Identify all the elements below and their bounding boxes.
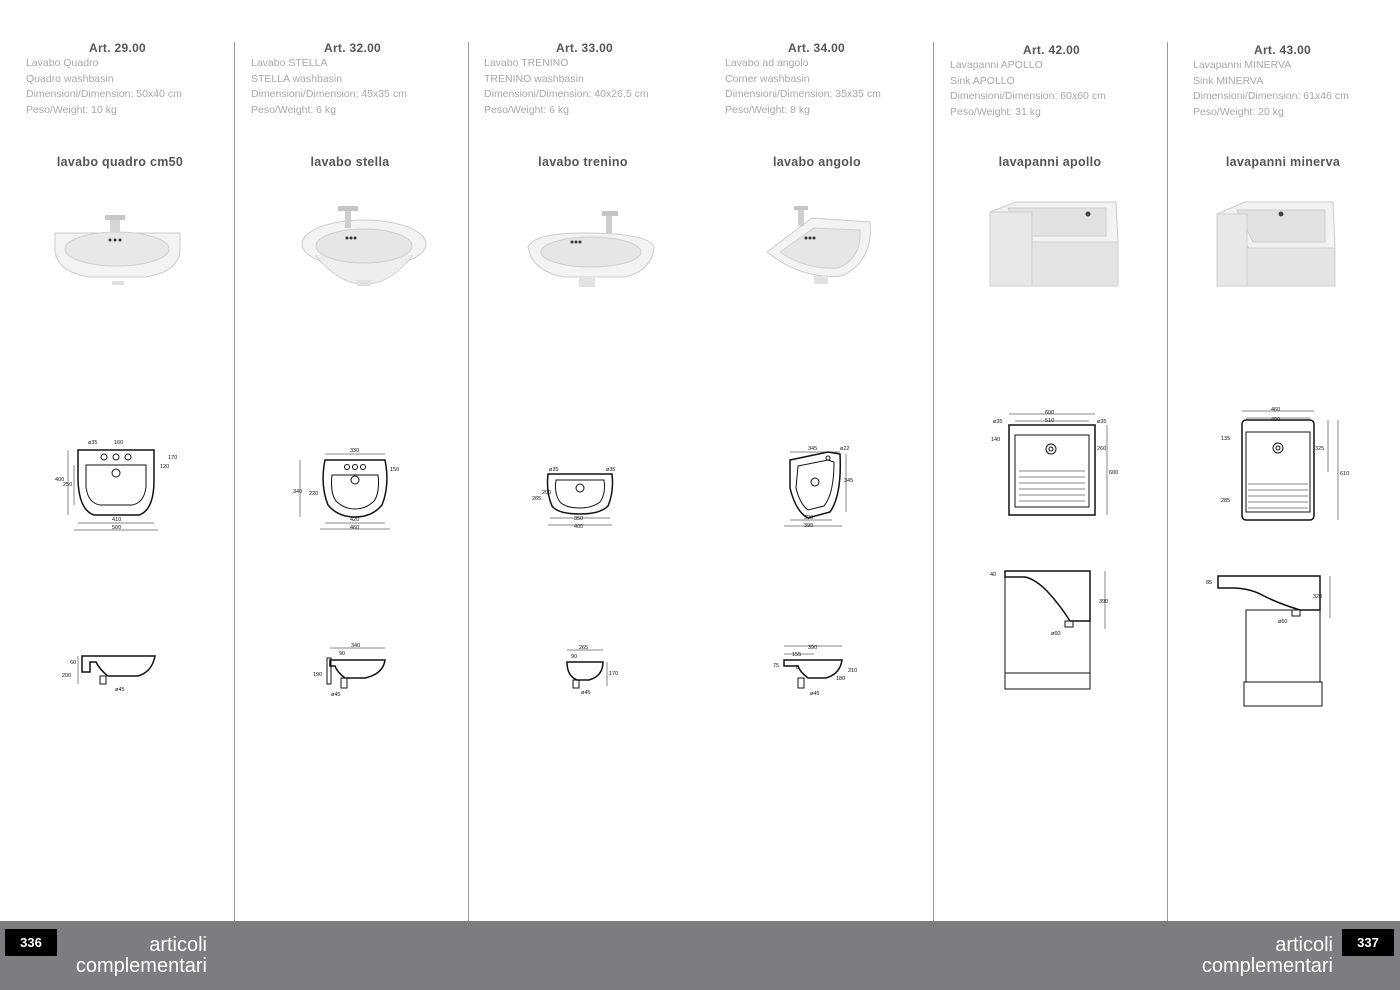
dim-label: 180 — [836, 676, 846, 682]
dim-label: ø35 — [993, 419, 1003, 425]
dim-label: ø22 — [840, 446, 850, 452]
product-name-it: Lavabo Quadro — [26, 57, 99, 69]
dim-label: 345 — [844, 478, 854, 484]
dim-label: 85 — [1206, 580, 1213, 586]
dim-label: 330 — [350, 448, 360, 454]
product-weight: Peso/Weight: 8 kg — [725, 103, 811, 116]
side-drawing — [985, 565, 1115, 695]
dim-label: 265 — [532, 496, 542, 502]
dim-label: 170 — [609, 671, 619, 677]
dim-label: 460 — [350, 525, 360, 531]
dim-label: ø35 — [606, 467, 616, 473]
product-name-it: Lavabo TRENINO — [484, 57, 569, 69]
dim-label: 220 — [309, 491, 319, 497]
dim-label: 460 — [1271, 407, 1281, 413]
product-name-en: TRENINO washbasin — [484, 72, 584, 85]
dim-label: 400 — [55, 477, 65, 483]
product-name-en: STELLA washbasin — [251, 72, 343, 85]
dim-label: 390 — [804, 523, 814, 529]
washbasin-photo — [762, 200, 877, 290]
product-name-it: Lavapanni APOLLO — [950, 59, 1043, 71]
dim-label: 600 — [1109, 470, 1119, 476]
dim-label: 320 — [1313, 594, 1323, 600]
article-number: Art. 43.00 — [1254, 43, 1312, 57]
product-info — [725, 56, 881, 118]
page-number-right: 337 — [1342, 929, 1394, 956]
plan-drawing — [54, 435, 184, 535]
dim-label: 75 — [773, 663, 780, 669]
article-number: Art. 33.00 — [556, 41, 614, 55]
product-dimensions: Dimensioni/Dimension: 50x40 cm — [26, 88, 182, 100]
product-dimensions: Dimensioni/Dimension: 45x35 cm — [251, 88, 407, 100]
dim-label: 160 — [114, 440, 124, 446]
dim-label: 155 — [792, 652, 802, 658]
side-drawing — [305, 640, 400, 700]
product-dimensions: Dimensioni/Dimension: 40x26,5 cm — [484, 88, 649, 100]
product-name-it: Lavabo ad angolo — [725, 57, 809, 69]
dim-label: 350 — [574, 516, 584, 522]
side-drawing — [60, 650, 160, 695]
product-info — [484, 56, 649, 118]
column-divider — [933, 42, 934, 921]
washbasin-photo — [300, 200, 430, 290]
plan-drawing — [530, 462, 625, 532]
dim-label: 210 — [848, 668, 858, 674]
dim-label: ø45 — [115, 687, 125, 693]
section-title-line1: articoli — [149, 934, 207, 956]
section-title-line2: complementari — [1201, 955, 1333, 977]
model-name: lavapanni apollo — [998, 155, 1102, 169]
product-name-it: Lavapanni MINERVA — [1193, 59, 1292, 71]
model-name: lavabo angolo — [773, 155, 861, 169]
dim-label: 340 — [351, 643, 361, 649]
side-drawing — [1200, 568, 1340, 708]
dim-label: 600 — [1045, 410, 1055, 416]
side-drawing — [770, 640, 865, 700]
dim-label: 285 — [1221, 498, 1231, 504]
plan-drawing — [985, 405, 1119, 520]
column-divider — [234, 42, 235, 921]
dim-label: 190 — [313, 672, 323, 678]
dim-label: 90 — [571, 654, 578, 660]
model-name: lavabo stella — [310, 155, 390, 169]
product-weight: Peso/Weight: 6 kg — [484, 103, 570, 116]
dim-label: ø60 — [1051, 631, 1061, 637]
dim-label: ø45 — [331, 692, 341, 698]
dim-label: 500 — [112, 525, 122, 531]
product-weight: Peso/Weight: 20 kg — [1193, 105, 1284, 118]
section-title-line2: complementari — [75, 955, 207, 977]
plan-drawing — [1218, 400, 1358, 525]
dim-label: 250 — [63, 482, 73, 488]
dim-label: 400 — [574, 524, 584, 530]
dim-label: 150 — [390, 467, 400, 473]
dim-label: 345 — [808, 446, 818, 452]
dim-label: 120 — [160, 464, 170, 470]
dim-label: 420 — [350, 517, 360, 523]
dim-label: ø35 — [88, 440, 98, 446]
dim-label: ø35 — [549, 467, 559, 473]
dim-label: 300 — [804, 515, 814, 521]
side-drawing — [555, 640, 630, 700]
dim-label: 400 — [1271, 417, 1281, 423]
dim-label: ø60 — [1278, 619, 1288, 625]
product-info — [950, 58, 1106, 120]
dim-label: ø45 — [810, 691, 820, 697]
article-number: Art. 34.00 — [788, 41, 846, 55]
product-name-it: Lavabo STELLA — [251, 57, 328, 69]
dim-label: 410 — [112, 517, 122, 523]
product-weight: Peso/Weight: 31 kg — [950, 105, 1041, 118]
article-number: Art. 29.00 — [89, 41, 147, 55]
dim-label: 390 — [1099, 599, 1109, 605]
dim-label: 40 — [990, 572, 997, 578]
washbasin-photo — [50, 205, 185, 285]
section-title-left — [0, 935, 207, 977]
product-info — [251, 56, 407, 118]
dim-label: 200 — [542, 490, 552, 496]
dim-label: ø45 — [581, 690, 591, 696]
dim-label: 135 — [1221, 436, 1231, 442]
model-name: lavabo quadro cm50 — [56, 155, 184, 169]
dim-label: 510 — [1045, 418, 1055, 424]
product-info — [1193, 58, 1349, 120]
laundry-sink-photo — [1215, 190, 1337, 290]
dim-label: 265 — [579, 645, 589, 651]
dim-label: ø35 — [1097, 419, 1107, 425]
dim-label: 390 — [808, 645, 818, 651]
product-name-en: Corner washbasin — [725, 72, 810, 85]
product-dimensions: Dimensioni/Dimension: 61x46 cm — [1193, 90, 1349, 102]
dim-label: 200 — [62, 673, 72, 679]
product-info — [26, 56, 182, 118]
dim-label: 170 — [168, 455, 178, 461]
dim-label: 90 — [339, 651, 346, 657]
plan-drawing — [290, 445, 410, 535]
section-title-line1: articoli — [1275, 934, 1333, 956]
dim-label: 8 — [796, 665, 800, 671]
dim-label: 325 — [1315, 446, 1325, 452]
dim-label: 140 — [991, 437, 1001, 443]
product-dimensions: Dimensioni/Dimension: 35x35 cm — [725, 88, 881, 100]
article-number: Art. 42.00 — [1023, 43, 1081, 57]
column-divider — [1167, 42, 1168, 921]
product-dimensions: Dimensioni/Dimension: 60x60 cm — [950, 90, 1106, 102]
dim-label: 340 — [293, 489, 303, 495]
model-name: lavabo trenino — [538, 155, 628, 169]
dim-label: 260 — [1097, 446, 1107, 452]
laundry-sink-photo — [988, 192, 1120, 287]
model-name: lavapanni minerva — [1225, 155, 1341, 169]
product-name-en: Sink MINERVA — [1193, 74, 1264, 87]
product-name-en: Sink APOLLO — [950, 74, 1015, 87]
dim-label: 60 — [70, 660, 77, 666]
washbasin-photo — [524, 205, 659, 290]
product-weight: Peso/Weight: 6 kg — [251, 103, 337, 116]
page-number-left: 336 — [5, 929, 57, 956]
plan-drawing — [770, 440, 870, 535]
product-weight: Peso/Weight: 10 kg — [26, 103, 117, 116]
column-divider — [468, 42, 469, 921]
dim-label: 610 — [1340, 471, 1350, 477]
section-title-right — [1100, 935, 1333, 977]
product-name-en: Quadro washbasin — [26, 72, 114, 85]
article-number: Art. 32.00 — [324, 41, 382, 55]
